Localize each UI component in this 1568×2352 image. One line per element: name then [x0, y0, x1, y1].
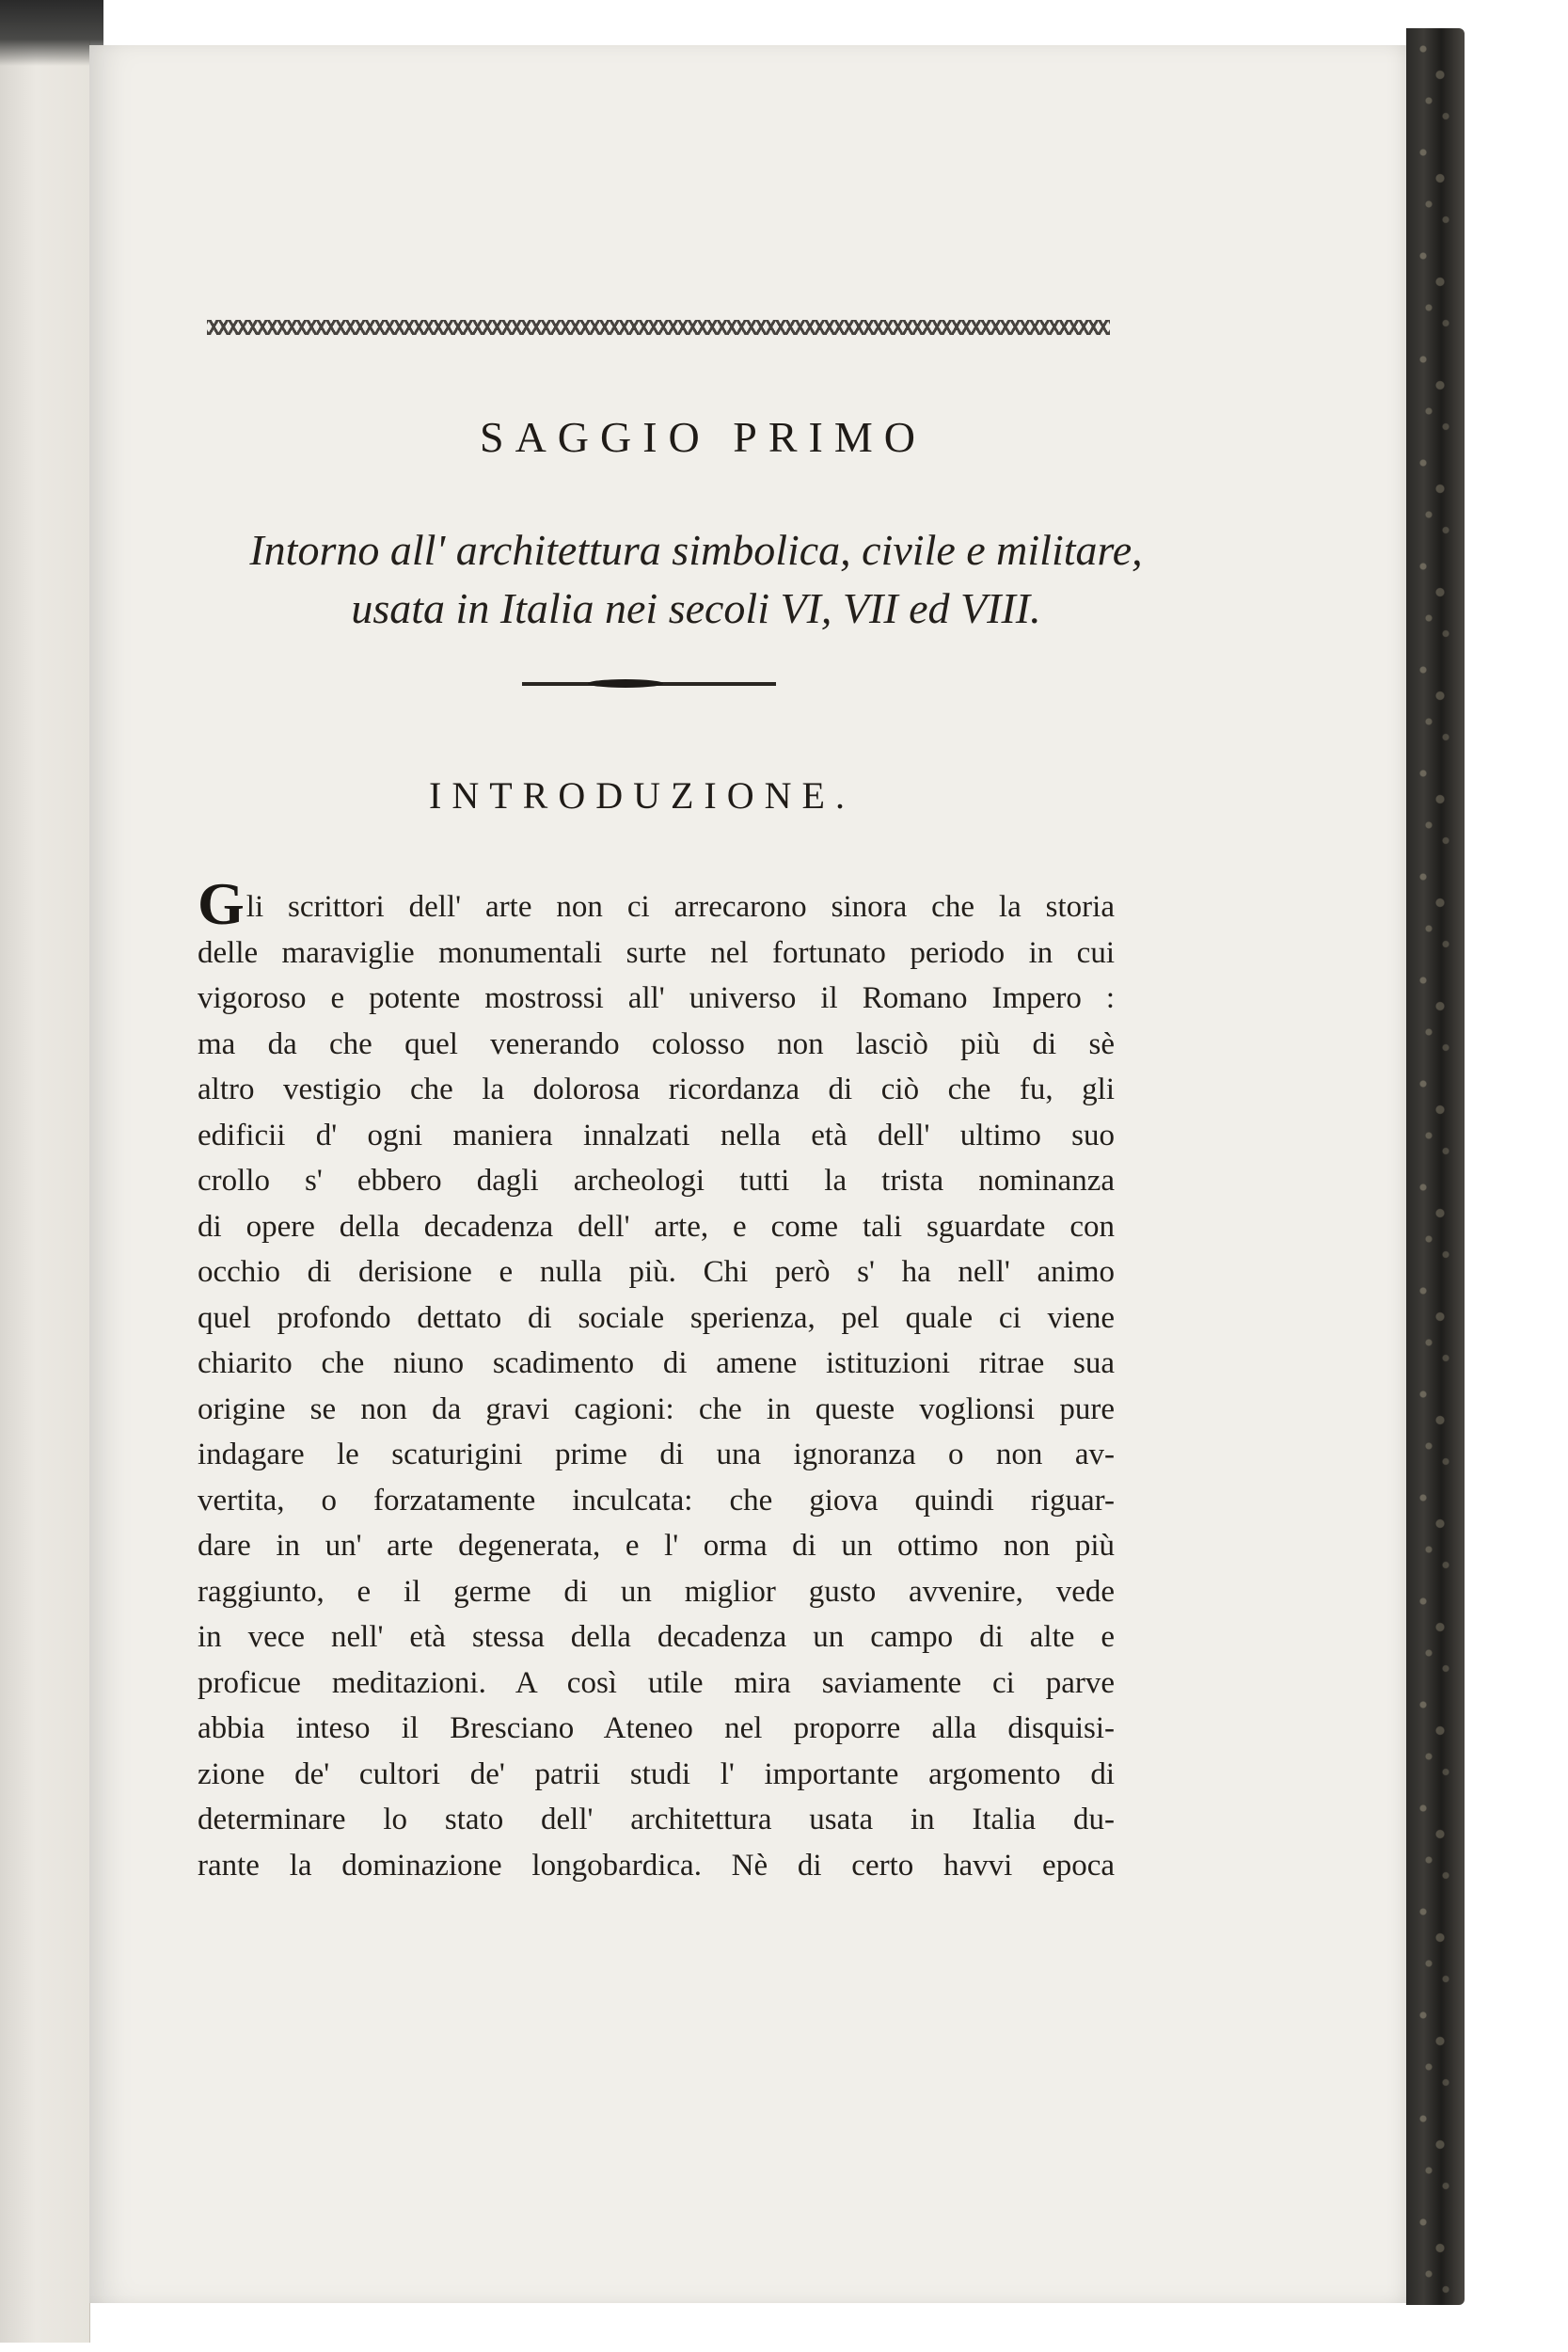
text-line: vigoroso e potente mostrossi all' universo il Romano Impero :	[198, 981, 1115, 1015]
text-line: abbia inteso il Bresciano Ateneo nel proporre alla disquisi-	[198, 1711, 1115, 1745]
text-line: raggiunto, e il germe di un miglior gusto avvenire, vede	[198, 1574, 1115, 1609]
text-line: origine se non da gravi cagioni: che in queste voglionsi pure	[198, 1391, 1115, 1426]
text-line: altro vestigio che la dolorosa ricordanza di ciò che fu, gli	[198, 1073, 1115, 1106]
first-line-text: li scrittori dell' arte non ci arrecarono sinora che la storia	[245, 890, 1115, 924]
text-line: chiarito che niuno scadimento di amene istituzioni ritrae sua	[198, 1346, 1115, 1380]
text-line: indagare le scaturigini prime di una ignoranza o non av-	[198, 1438, 1115, 1471]
text-line-first	[198, 870, 1115, 937]
text-line: proficue meditazioni. A così utile mira saviamente ci parve	[198, 1665, 1115, 1700]
text-line: edificii d' ogni maniera innalzati nella età dell' ultimo suo	[198, 1118, 1115, 1152]
text-line-last: rante la dominazione longobardica. Nè di certo havvi epoca	[198, 1848, 1115, 1883]
text-line: dare in un' arte degenerata, e l' orma di un ottimo non più	[198, 1529, 1115, 1563]
book-corner-shadow	[0, 0, 103, 66]
facing-page-edge	[0, 28, 90, 2343]
text-line: ma da che quel venerando colosso non lasciò più di sè	[198, 1026, 1115, 1061]
section-heading: INTRODUZIONE.	[429, 774, 855, 817]
essay-subtitle-line-1: Intorno all' architettura simbolica, civile e militare,	[249, 526, 1143, 574]
text-line: in vece nell' età stessa della decadenza un campo di alte e	[198, 1620, 1115, 1654]
text-line: determinare lo stato dell' architettura usata in Italia du-	[198, 1803, 1115, 1836]
text-line: zione de' cultori de' patrii studi l' importante argomento di	[198, 1756, 1115, 1791]
decorative-short-rule	[522, 682, 776, 686]
text-line: vertita, o forzatamente inculcata: che giova quindi riguar-	[198, 1483, 1115, 1518]
text-line: di opere della decadenza dell' arte, e come tali sguardate con	[198, 1209, 1115, 1244]
text-line: delle maraviglie monumentali surte nel fortunato periodo in cui	[198, 935, 1115, 970]
body-text	[198, 870, 1115, 1888]
book-spine	[1406, 28, 1465, 2305]
text-line: crollo s' ebbero dagli archeologi tutti la trista nominanza	[198, 1164, 1115, 1198]
essay-subtitle-line-2: usata in Italia nei secoli VI, VII ed VIII.	[351, 584, 1041, 632]
text-line: quel profondo dettato di sociale sperienza, pel quale ci viene	[198, 1300, 1115, 1335]
drop-cap: G	[198, 870, 245, 937]
text-line: occhio di derisione e nulla più. Chi però s' ha nell' animo	[198, 1255, 1115, 1289]
ornamental-rule	[207, 320, 1110, 335]
essay-title: SAGGIO PRIMO	[480, 413, 927, 461]
